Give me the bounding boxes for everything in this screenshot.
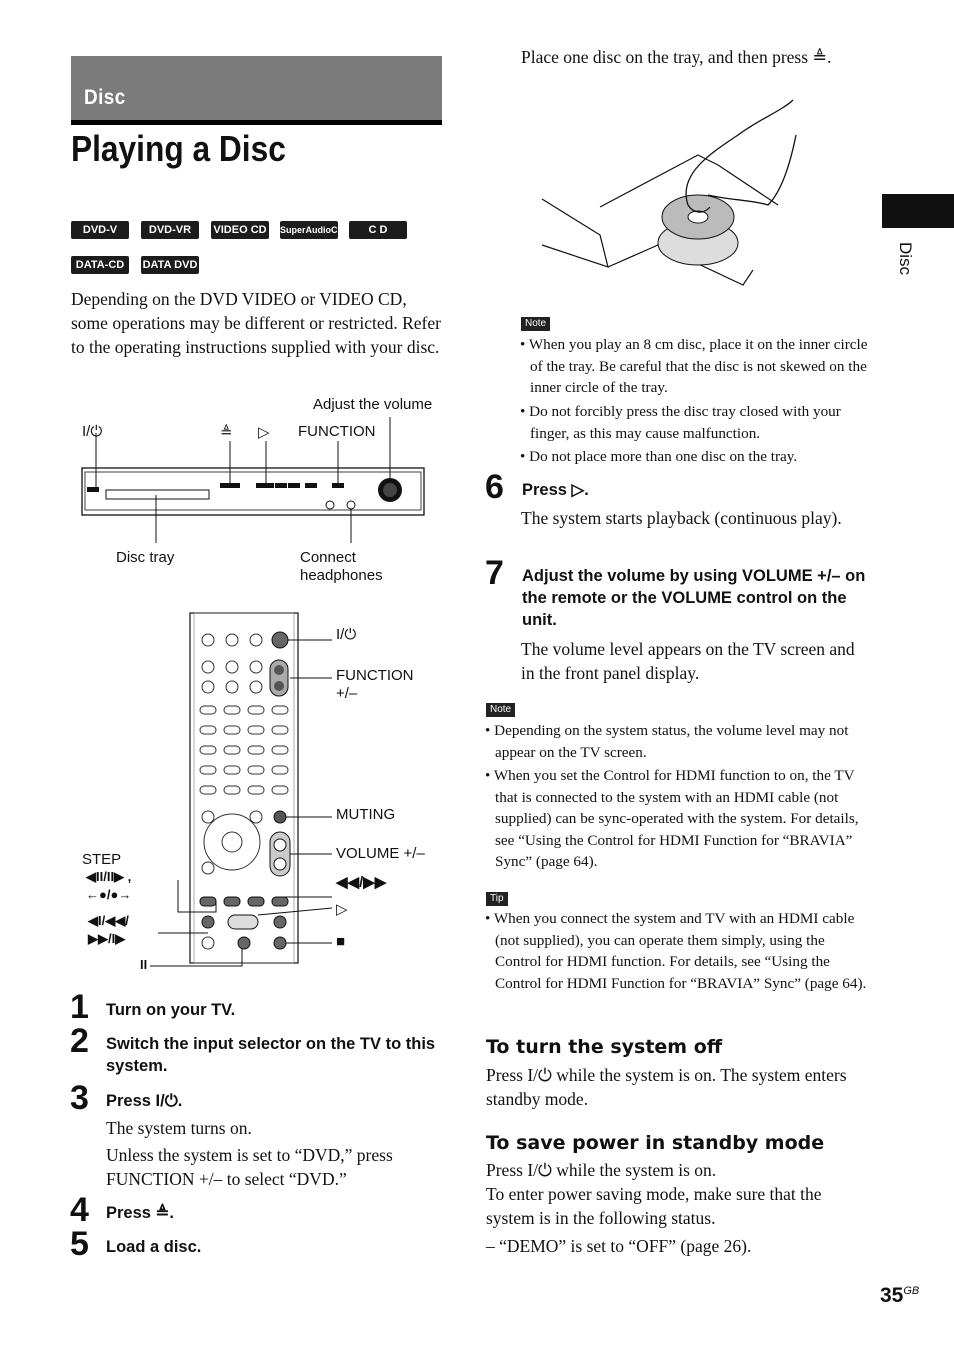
label-power-remote: I/⏻ [336,626,357,643]
step-3-text: Press I/⏻. [106,1092,183,1110]
save-power-text-1: Press I/⏻ while the system is on. [486,1160,717,1180]
label-muting: MUTING [336,806,396,823]
label-function-unit: FUNCTION [298,423,376,440]
label-volume-remote: VOLUME +/– [336,845,425,862]
label-adjust-volume: Adjust the volume [313,396,433,413]
step-3-body-1: The system turns on. [106,1118,252,1138]
page-number-suffix: GB [903,1285,920,1297]
disc-loading-illustration [538,95,798,300]
note-2-item-2: • When you set the Control for HDMI function to on, the TV that is connected to the system with an HDMI cable (not supplied) can be sync-operated with the system. For details, see “Using the Control for HDMI Function for “BRAVIA” Sync” (page 64). [485,767,859,870]
note-badge-1: Note [521,317,550,331]
tip-badge: Tip [486,892,508,906]
section-banner [71,56,442,120]
step-number-6: 6 [485,468,504,506]
step-7-text: Adjust the volume by using VOLUME +/– on the remote or the VOLUME control on the unit. [522,567,866,629]
step-7-body: The volume level appears on the TV screen and in the front panel display. [521,639,855,683]
step-2-text: Switch the input selector on the TV to this system. [106,1035,436,1075]
label-play-remote: ▷ [336,901,348,918]
label-slow-rewind: ◀I/◀◀/ [88,913,129,928]
heading-turn-off: To turn the system off [486,1036,723,1058]
save-power-text-2: To enter power saving mode, make sure that the system is in the following status. [486,1184,822,1228]
label-headphones: headphones [300,567,383,584]
format-badge-data-dvd: DATA DVD [141,256,199,274]
step-number-4: 4 [70,1191,89,1229]
label-function-remote: FUNCTION [336,667,414,684]
step-number-7: 7 [485,554,504,592]
step-6-body: The system starts playback (continuous play). [521,508,842,528]
label-step: STEP [82,851,122,868]
side-tab-label: Disc [896,242,915,276]
format-badge-cd: C D [349,221,407,239]
step-4-text: Press ≜. [106,1204,174,1222]
format-badge-dvd-vr: DVD-VR [141,221,199,239]
step-6-text: Press ▷. [522,481,589,499]
label-pause: II [140,957,148,972]
label-stop-remote: ■ [336,933,346,950]
label-play-unit: ▷ [258,424,270,441]
step-number-1: 1 [70,988,89,1026]
page-number-value: 35 [880,1284,904,1307]
page-title: Playing a Disc [71,128,286,169]
turn-off-text: Press I/⏻ while the system is on. The system enters standby mode. [486,1065,847,1109]
step-number-2: 2 [70,1022,89,1060]
format-badge-dvd-v: DVD-V [71,221,129,239]
format-badge-video-cd: VIDEO CD [211,221,269,239]
format-badge-super-audio-cd: SuperAudioCD [280,221,338,239]
note-1-item-1: • When you play an 8 cm disc, place it on the inner circle of the tray. Be careful that the disc is not skewed on the inner circle of the tray. [520,336,868,396]
label-fast-slow-forward: ▶▶/I▶ [88,931,126,946]
label-step-frame: ◀II/II▶ , [86,869,132,884]
load-instruction: Place one disc on the tray, and then press ≜. [521,47,832,67]
section-banner-label: Disc [84,86,126,109]
label-power-unit: I/⏻ [82,423,103,440]
save-power-item: – “DEMO” is set to “OFF” (page 26). [486,1236,752,1256]
step-number-5: 5 [70,1225,89,1263]
format-badge-data-cd: DATA-CD [71,256,129,274]
side-tab-marker [882,194,954,228]
page-number [880,1284,919,1308]
label-function-plus-minus: +/– [336,685,358,702]
step-number-3: 3 [70,1079,89,1117]
step-3-body-2: Unless the system is set to “DVD,” press FUNCTION +/– to select “DVD.” [106,1145,393,1189]
note-2-item-1: • Depending on the system status, the volume level may not appear on the TV screen. [485,722,849,761]
label-step-jump: ←●/●→ [86,887,132,902]
intro-paragraph: Depending on the DVD VIDEO or VIDEO CD, some operations may be different or restricted. Refer to the operating instructions supplied with your disc. [71,289,441,357]
banner-rule [71,120,442,125]
label-disc-tray: Disc tray [116,549,175,566]
step-5-text: Load a disc. [106,1238,202,1256]
tip-item-1: • When you connect the system and TV with an HDMI cable (not supplied), you can operate them simply, using the Control for HDMI function. For details, see “Using the Control for HDMI Function for “BRAVIA” Sync” (page 64). [485,910,867,992]
label-prev-next: ◀◀/▶▶ [336,874,387,891]
note-1-item-3: • Do not place more than one disc on the tray. [520,448,798,465]
label-eject-unit: ≜ [220,424,233,441]
heading-save-power: To save power in standby mode [486,1132,825,1154]
note-1-item-2: • Do not forcibly press the disc tray closed with your finger, as this may cause malfunction. [520,403,841,442]
label-connect: Connect [300,549,356,566]
step-1-text: Turn on your TV. [106,1001,236,1019]
note-badge-2: Note [486,703,515,717]
remote-illustration [150,610,350,980]
